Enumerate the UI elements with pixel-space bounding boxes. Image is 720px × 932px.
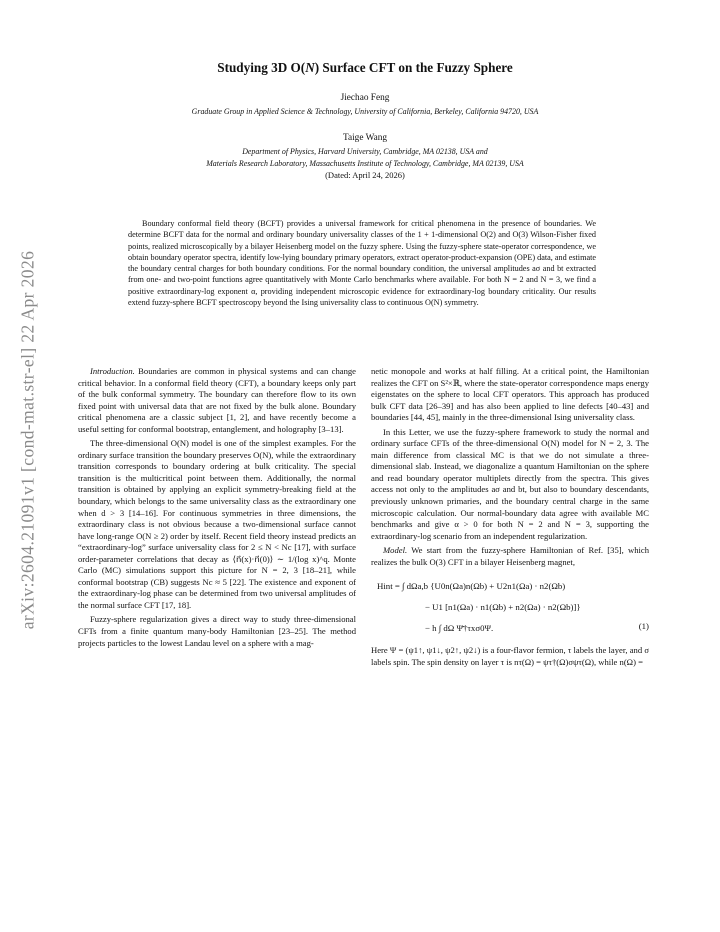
author-name: Jiechao Feng — [340, 93, 390, 103]
equation-line: Hint = ∫ dΩa,b {U0n(Ωa)n(Ωb) + U2n1(Ωa) · n2(Ωb) — [377, 581, 566, 592]
arxiv-identifier: arXiv:2604.21091v1 [cond-mat.str-el] 22 Apr 2026 — [17, 250, 38, 630]
paragraph-text: Boundaries are common in physical systems and can change critical behavior. In a conformal field theory (CFT), a boundary keeps only part of the bulk conformal symmetry. The boundary can therefore flow to its own fixed point with universal data that are not fixed by the bulk alone. Boundary critical phenomena are a classic subject [1, 2], and have recently become a useful setting for conformal bootstrap, entanglement, and holography [3–13]. — [78, 366, 356, 434]
equation-1 — [371, 576, 649, 639]
author-affiliation: Graduate Group in Applied Science & Technology, University of California, Berkeley, California 94720, USA — [191, 107, 539, 116]
paragraph: The three-dimensional O(N) model is one of the simplest examples. For the ordinary surface transition the boundary preserves O(N), while the extraordinary transition corresponds to boundary ordering at bulk criticality. The special transition is the multicritical point between them. Additionally, the normal transition is obtained by applying an explicit symmetry-breaking field at the boundary, which belongs to the same universality class as the extraordinary one when d > 3 [14–16]. For continuous symmetries in three dimensions, the extraordinary class is not obvious because a two-dimensional surface cannot have long-range O(N ≥ 2) order by itself. Recent field theory instead predicts an “extraordinary-log” surface universality class for 2 ≤ N < Nc [17], with surface order-parameter correlations that decay as ⟨n⃗(x)·n⃗(0)⟩ ∼ 1/(log x)^q. Monte Carlo (MC) simulations support this picture for N = 2, 3 [18–21], while conformal bootstrap (CB) suggests Nc ≈ 5 [22]. The existence and exponent of the extraordinary-log phase can be determined from two universal amplitudes of the normal surface CFT [17, 18]. — [78, 438, 356, 610]
dated-line: (Dated: April 24, 2026) — [325, 170, 405, 180]
section-lead: Introduction. — [90, 366, 135, 376]
paragraph: Fuzzy-sphere regularization gives a direct way to study three-dimensional CFTs from a finite quantum many-body Hamiltonian [23–25]. The method projects particles to the lowest Landau level on a sphere with a mag- — [78, 614, 356, 648]
equation-line: − U1 [n1(Ωa) · n1(Ωb) + n2(Ωa) · n2(Ωb)]} — [425, 602, 581, 613]
paragraph — [78, 366, 356, 435]
section-lead: Model. — [383, 545, 408, 556]
paragraph — [371, 545, 649, 568]
left-column — [78, 366, 356, 652]
paragraph: Here Ψ = (ψ1↑, ψ1↓, ψ2↑, ψ2↓) is a four-flavor fermion, τ labels the layer, and σ labels spin. The spin density on layer τ is nτ(Ω) = ψτ†(Ω)σψτ(Ω), while n(Ω) = — [371, 645, 649, 667]
paragraph: In this Letter, we use the fuzzy-sphere framework to study the normal and ordinary surface CFTs of the three-dimensional O(N) model for N = 2, 3. The main difference from classical MC is that we do not simulate a three-dimensional slab. Instead, we diagonalize a quantum Hamiltonian on the sphere and read boundary operator multiplets directly from the spectra. This gives access not only to the amplitudes aσ and bt, but also to boundary descendants, previously unknown primaries, and the boundary central charge in the same microscopic calculation. Our normal-boundary data agree with available MC benchmarks and give α > 0 for both N = 2 and N = 3, supporting the extraordinary-log scenario from an independent regularization. — [371, 426, 649, 541]
abstract: Boundary conformal field theory (BCFT) provides a universal framework for critical phenomena in the presence of boundaries. We determine BCFT data for the normal and ordinary boundary universality classes of the 1 + 1-dimensional O(2) and O(3) Wilson-Fisher fixed points, realized microscopically by a bilayer Heisenberg model on the fuzzy sphere. Using the fuzzy-sphere state-operator correspondence, we obtain boundary operator spectra, identify low-lying boundary primary operators, extract operator-product-expansion (OPE) data, and estimate the boundary central charges for both boundary conditions. For the normal boundary condition, the universal amplitudes aσ and bt extracted from one- and two-point functions agree quantitatively with Monte Carlo benchmarks where available. For both N = 2 and N = 3, we find a positive extraordinary-log exponent α, providing independent microscopic evidence for extraordinary-log boundary criticality. Our results extend fuzzy-sphere BCFT spectroscopy beyond the Ising universality class to continuous O(N) symmetry. — [128, 219, 596, 308]
paragraph: netic monopole and works at half filling. At a critical point, the Hamiltonian realizes the CFT on S²×ℝ, where the state-operator correspondence maps energy eigenstates on the sphere to local CFT operators. This approach has produced bulk CFT data [26–39] and has also been applied to line defects [40–43] and boundaries [44, 45], mainly in the three-dimensional Ising universality class. — [371, 366, 649, 423]
paper-title: Studying 3D O(N) Surface CFT on the Fuzzy Sphere — [217, 60, 513, 75]
equation-number: (1) — [638, 621, 649, 632]
arxiv-sidebar-stamp — [8, 180, 48, 700]
author-name: Taige Wang — [342, 133, 388, 143]
equation-line: − h ∫ dΩ Ψ̄†τxσ0Ψ. — [425, 623, 494, 634]
paragraph-text: We start from the fuzzy-sphere Hamiltonian of Ref. [35], which realizes the bulk O(3) CFT in a bilayer Heisenberg magnet, — [371, 545, 649, 567]
author-affiliation: Materials Research Laboratory, Massachusetts Institute of Technology, Cambridge, MA 02139, USA — [206, 159, 524, 168]
right-column — [371, 366, 649, 671]
author-affiliation: Department of Physics, Harvard University, Cambridge, MA 02138, USA and — [242, 147, 488, 156]
